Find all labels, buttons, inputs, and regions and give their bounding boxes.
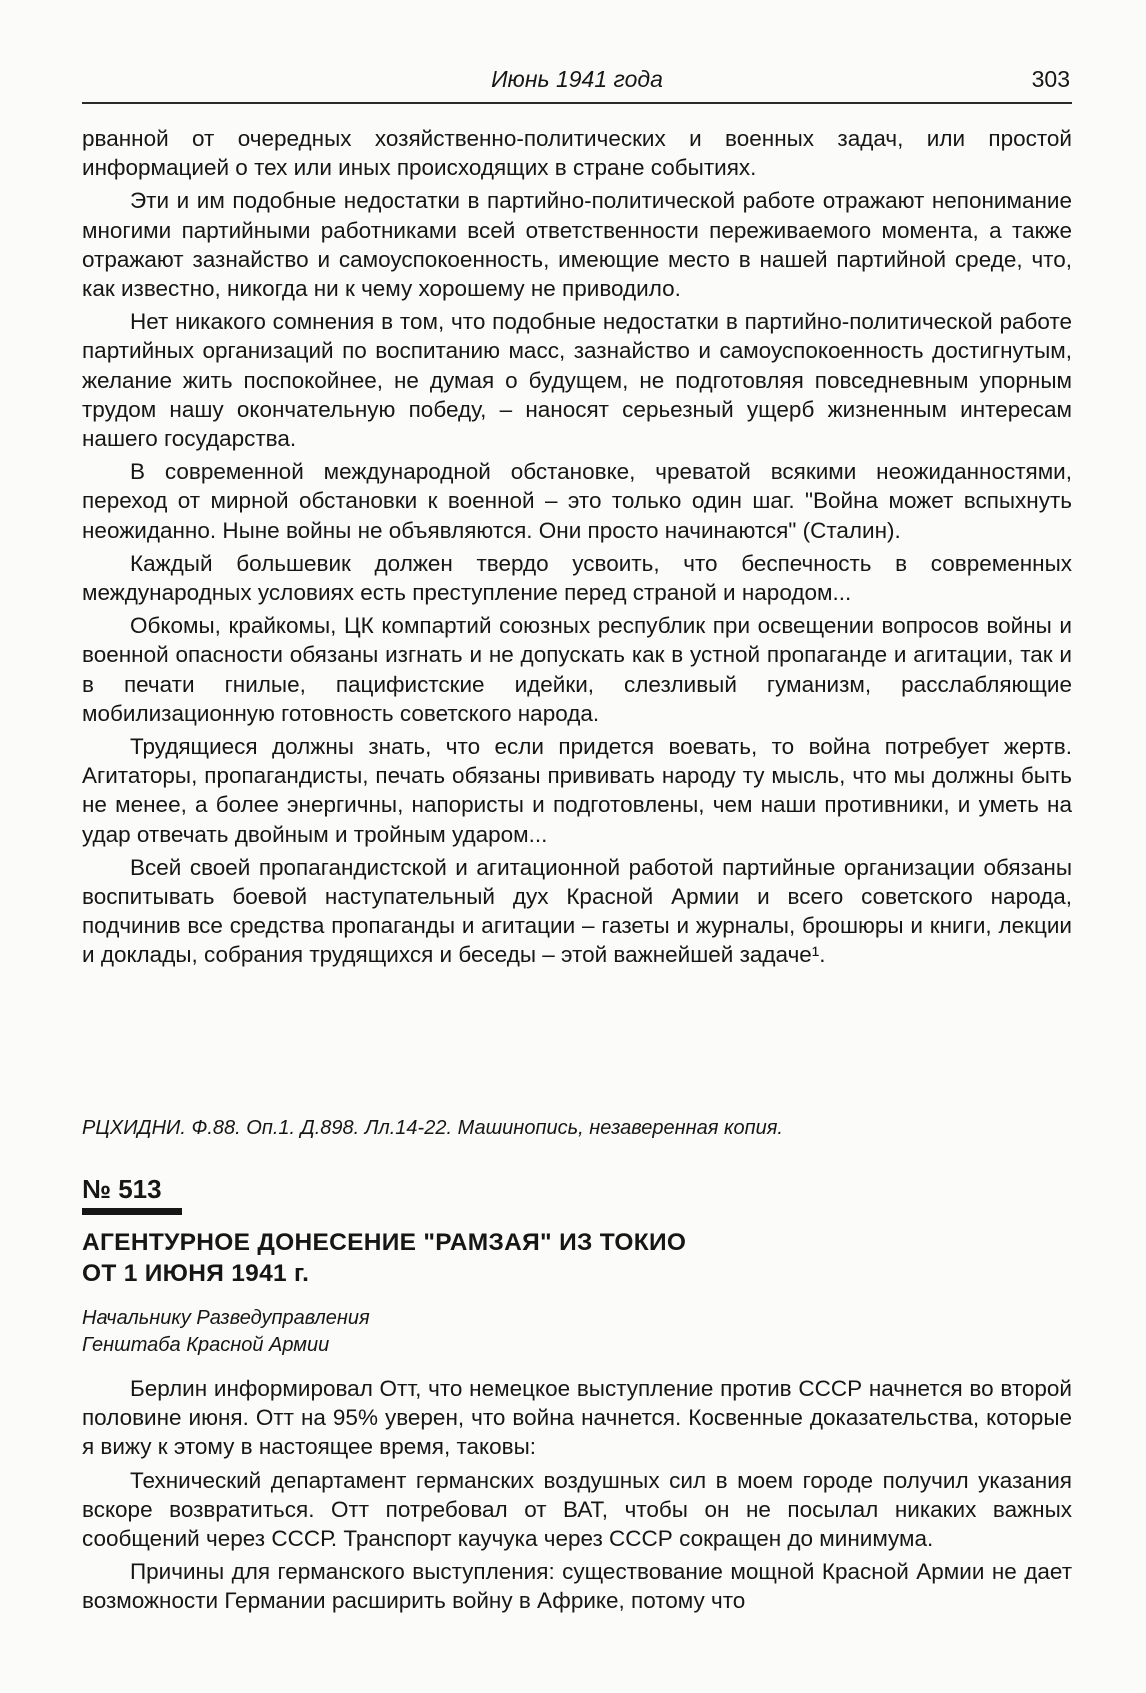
recipient-line-1: Начальнику Разведуправления	[82, 1307, 370, 1329]
paragraph: Причины для германского выступления: существование мощной Красной Армии не дает возможности Германии расширить войну в Африке, потому что	[82, 1559, 1072, 1614]
page-number: 303	[1031, 66, 1070, 92]
report-body-text	[82, 1374, 1072, 1616]
paragraph: Эти и им подобные недостатки в партийно-политической работе отражают непонимание многими партийными работниками всей ответственности переживаемого момента, а также отражают зазнайство и самоуспокоенность, имеющие место в нашей партийной среде, что, как известно, никогда ни к чему хорошему не приводило.	[82, 188, 1072, 302]
paragraph: Каждый большевик должен твердо усвоить, что беспечность в современных международных условиях есть преступление перед страной и народом...	[82, 550, 1072, 606]
document-number: № 513	[82, 1174, 162, 1204]
document-body-text	[82, 124, 1072, 970]
paragraph: Всей своей пропагандистской и агитационной работой партийные организации обязаны воспитывать боевой наступательный дух Красной Армии и всего советского народа, подчинив все средства пропаганды и агитации – газеты и журналы, брошюры и книги, лекции и доклады, собрания трудящихся и беседы – этой важнейшей задаче¹.	[82, 854, 1072, 968]
paragraph: Обкомы, крайкомы, ЦК компартий союзных республик при освещении вопросов войны и военной опасности обязаны изгнать и не допускать как в устной пропаганде и агитации, так и в печати гнилые, пацифистские идейки, слезливый гуманизм, расслабляющие мобилизационную готовность советского народа.	[82, 613, 1072, 726]
paragraph: рванной от очередных хозяйственно-политических и военных задач, или простой информацией о тех или иных происходящих в стране событиях.	[82, 126, 1072, 181]
recipient-block	[82, 1305, 1072, 1359]
heading-rule	[82, 1208, 182, 1215]
paragraph: В современной международной обстановке, чреватой всякими неожиданностями, переход от мирной обстановки к военной – это только один шаг. "Война может вспыхнуть неожиданно. Ныне войны не объявляются. Они просто начинаются" (Сталин).	[82, 459, 1072, 543]
running-title: Июнь 1941 года	[491, 66, 663, 92]
paragraph: Нет никакого сомнения в том, что подобные недостатки в партийно-политической работе партийных организаций по воспитанию масс, зазнайство и самоуспокоенность достигнутым, желание жить поспокойнее, не думая о будущем, не подготовляя повседневным упорным трудом нашу окончательную победу, – наносят серьезный ущерб жизненным интересам нашего государства.	[82, 309, 1072, 452]
document-heading	[82, 1174, 1072, 1289]
paragraph: Технический департамент германских воздушных сил в моем городе получил указания вскоре возвратиться. Отт потребовал от ВАТ, чтобы он не посылал никаких важных сообщений через СССР. Транспорт каучука через СССР сокращен до минимума.	[82, 1467, 1072, 1552]
paragraph: Берлин информировал Отт, что немецкое выступление против СССР начнется во второй половине июня. Отт на 95% уверен, что война начнется. Косвенные доказательства, которые я вижу к этому в настоящее время, таковы:	[82, 1376, 1072, 1460]
document-title-line-1: АГЕНТУРНОЕ ДОНЕСЕНИЕ "РАМЗАЯ" ИЗ ТОКИО	[82, 1229, 687, 1256]
document-title-line-2: ОТ 1 ИЮНЯ 1941 г.	[82, 1260, 310, 1287]
paragraph: Трудящиеся должны знать, что если придется воевать, то война потребует жертв. Агитаторы, пропагандисты, печать обязаны прививать народу ту мысль, что мы должны быть не менее, а более энергичны, напористы и подготовлены, чем наши противники, и уметь на удар отвечать двойным и тройным ударом...	[82, 734, 1072, 847]
running-header	[82, 58, 1072, 104]
archive-source-reference: РЦХИДНИ. Ф.88. Оп.1. Д.898. Лл.14-22. Машинопись, незаверенная копия.	[82, 1117, 783, 1139]
recipient-line-2: Генштаба Красной Армии	[82, 1334, 330, 1356]
